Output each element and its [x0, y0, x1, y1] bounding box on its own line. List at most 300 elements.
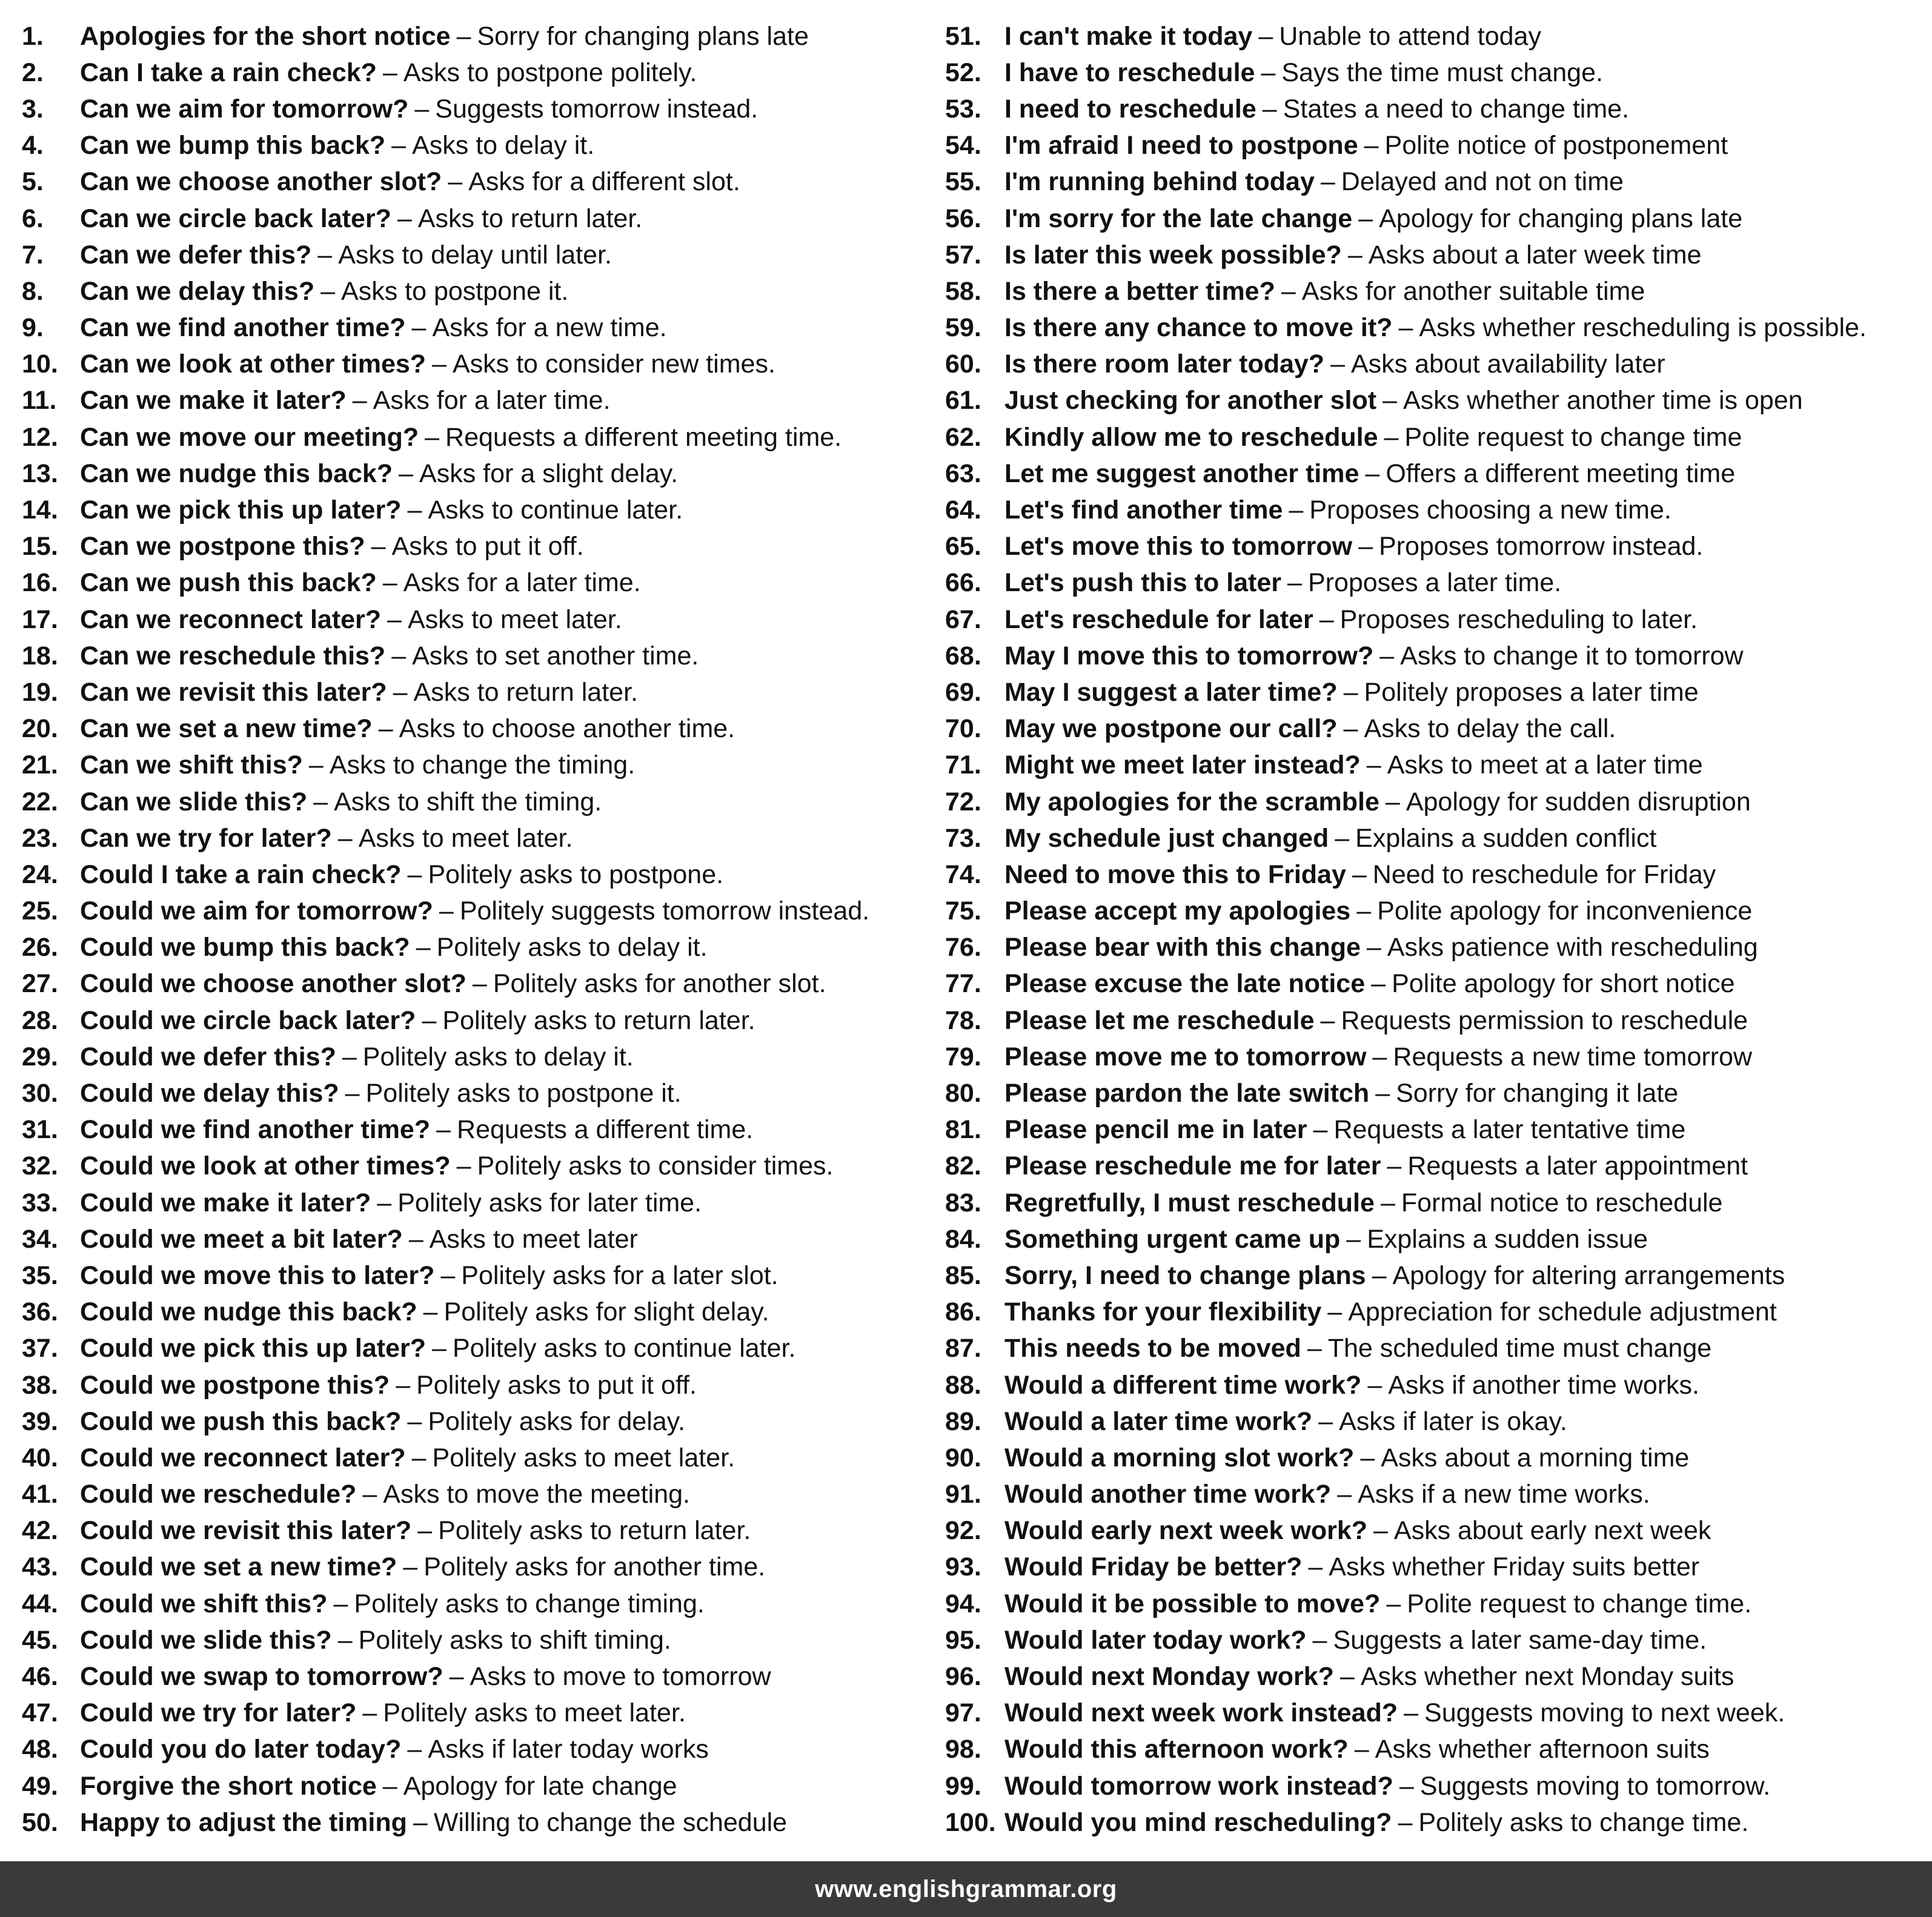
item-separator: – — [1307, 1334, 1322, 1363]
item-number: 80. — [945, 1079, 981, 1108]
item-separator: – — [1320, 1005, 1335, 1035]
item-separator: – — [1385, 787, 1400, 816]
item-number: 83. — [945, 1188, 981, 1217]
item-description: Delayed and not on time — [1341, 167, 1624, 197]
item-phrase: My apologies for the scramble — [1004, 787, 1379, 816]
item-phrase: Regretfully, I must reschedule — [1004, 1188, 1375, 1217]
item-number: 66. — [945, 568, 981, 598]
list-item — [22, 1804, 925, 1841]
list-item — [945, 455, 1920, 492]
item-separator: – — [1360, 1443, 1375, 1472]
list-item — [945, 1732, 1920, 1768]
item-phrase: Could we pick this up later? — [80, 1334, 427, 1363]
item-phrase: Sorry, I need to change plans — [1004, 1260, 1366, 1290]
item-description: Sorry for changing it late — [1396, 1079, 1679, 1108]
item-separator: – — [337, 823, 353, 853]
list-item — [945, 55, 1920, 91]
list-item — [22, 1148, 925, 1185]
item-phrase: Can we move our meeting? — [80, 422, 419, 452]
item-separator: – — [1366, 750, 1381, 780]
item-separator: – — [407, 1735, 422, 1764]
item-phrase: Can we bump this back? — [80, 131, 386, 161]
item-number: 49. — [22, 1771, 58, 1801]
item-number: 3. — [22, 94, 44, 124]
list-item — [945, 91, 1920, 127]
list-item — [945, 346, 1920, 383]
list-item — [22, 492, 925, 528]
list-item — [22, 419, 925, 455]
item-separator: – — [1399, 1771, 1414, 1801]
item-separator: – — [432, 349, 446, 379]
item-separator: – — [416, 933, 431, 962]
item-phrase: Would tomorrow work instead? — [1004, 1771, 1393, 1801]
list-item — [22, 529, 925, 565]
item-number: 16. — [22, 568, 58, 598]
item-separator: – — [1258, 21, 1273, 51]
item-phrase: Can we find another time? — [80, 313, 406, 343]
list-item — [945, 1148, 1920, 1185]
list-item — [945, 492, 1920, 528]
item-phrase: May I move this to tomorrow? — [1004, 641, 1374, 670]
item-number: 98. — [945, 1735, 981, 1764]
item-description: Proposes a later time. — [1307, 568, 1562, 598]
item-number: 12. — [22, 422, 58, 452]
list-item — [22, 1039, 925, 1075]
item-number: 93. — [945, 1552, 981, 1582]
item-phrase: Can we defer this? — [80, 240, 312, 270]
item-description: Polite apology for inconvenience — [1377, 896, 1753, 926]
list-item — [945, 565, 1920, 601]
item-phrase: Could you do later today? — [80, 1735, 402, 1764]
item-separator: – — [1289, 495, 1304, 525]
list-item — [945, 1549, 1920, 1586]
item-description: Asks to shift the timing. — [334, 787, 602, 816]
list-item — [22, 1367, 925, 1403]
item-number: 30. — [22, 1079, 58, 1108]
item-phrase: Please excuse the late notice — [1004, 969, 1366, 999]
item-description: Asks about early next week — [1393, 1516, 1711, 1546]
item-phrase: Can we look at other times? — [80, 349, 427, 379]
list-item — [22, 1185, 925, 1221]
item-separator: – — [1281, 276, 1296, 306]
item-description: Politely asks to delay it. — [362, 1042, 634, 1071]
item-phrase: Would later today work? — [1004, 1625, 1307, 1655]
list-item — [945, 1367, 1920, 1403]
item-separator: – — [1318, 1406, 1333, 1436]
item-phrase: Could we delay this? — [80, 1079, 339, 1108]
item-number: 99. — [945, 1771, 981, 1801]
item-phrase: Would next week work instead? — [1004, 1698, 1398, 1728]
item-description: The scheduled time must change — [1327, 1334, 1712, 1363]
item-separator: – — [417, 1516, 433, 1546]
list-item — [22, 856, 925, 893]
item-separator: – — [1371, 969, 1386, 999]
item-phrase: Can I take a rain check? — [80, 58, 377, 87]
item-description: Asks if a new time works. — [1358, 1480, 1650, 1509]
item-description: Polite apology for short notice — [1392, 969, 1735, 999]
item-description: Proposes tomorrow instead. — [1378, 532, 1704, 561]
item-description: Asks for another suitable time — [1301, 276, 1645, 306]
list-item — [945, 1658, 1920, 1695]
item-phrase: Would another time work? — [1004, 1480, 1332, 1509]
list-item — [22, 1075, 925, 1111]
item-separator: – — [1367, 1370, 1383, 1400]
list-item — [945, 1257, 1920, 1294]
item-number: 86. — [945, 1297, 981, 1327]
item-description: Asks to change the timing. — [329, 750, 636, 780]
item-description: Asks for a new time. — [432, 313, 667, 343]
item-description: Asks whether rescheduling is possible. — [1419, 313, 1867, 343]
item-phrase: Could we reschedule? — [80, 1480, 357, 1509]
item-phrase: Is there any chance to move it? — [1004, 313, 1393, 343]
item-description: Asks about availability later — [1351, 349, 1665, 379]
item-phrase: Might we meet later instead? — [1004, 750, 1361, 780]
list-item — [22, 1294, 925, 1331]
item-description: Requests a later tentative time — [1333, 1115, 1686, 1145]
item-description: Politely asks for slight delay. — [443, 1297, 769, 1327]
item-description: Politely asks for a later slot. — [461, 1260, 778, 1290]
list-item — [945, 674, 1920, 710]
list-item — [22, 91, 925, 127]
item-number: 92. — [945, 1516, 981, 1546]
item-separator: – — [1358, 532, 1373, 561]
item-number: 74. — [945, 859, 981, 889]
list-item — [945, 856, 1920, 893]
item-number: 5. — [22, 167, 44, 197]
item-phrase: Could we push this back? — [80, 1406, 402, 1436]
item-number: 70. — [945, 714, 981, 744]
item-description: Requests a different time. — [457, 1115, 754, 1145]
item-number: 91. — [945, 1480, 981, 1509]
footer-website-link[interactable]: www.englishgrammar.org — [815, 1875, 1117, 1902]
item-description: Asks to delay the call. — [1364, 714, 1616, 744]
list-item — [22, 930, 925, 966]
item-separator: – — [345, 1079, 360, 1108]
item-phrase: Can we revisit this later? — [80, 677, 387, 707]
item-phrase: Can we reschedule this? — [80, 641, 386, 670]
item-number: 40. — [22, 1443, 58, 1472]
item-separator: – — [403, 1552, 418, 1582]
item-phrase: Can we pick this up later? — [80, 495, 402, 525]
list-item — [22, 1658, 925, 1695]
item-number: 55. — [945, 167, 981, 197]
item-phrase: Let's move this to tomorrow — [1004, 532, 1353, 561]
item-description: Politely asks to continue later. — [452, 1334, 796, 1363]
item-number: 1. — [22, 21, 44, 51]
list-item — [22, 310, 925, 346]
item-number: 96. — [945, 1662, 981, 1692]
item-phrase: Forgive the short notice — [80, 1771, 377, 1801]
item-separator: – — [1287, 568, 1302, 598]
phrase-list-column-left — [22, 18, 925, 1841]
list-item — [945, 237, 1920, 273]
item-separator: – — [1337, 1480, 1352, 1509]
list-item — [22, 711, 925, 747]
list-item — [22, 638, 925, 674]
item-number: 95. — [945, 1625, 981, 1655]
item-phrase: Could we bump this back? — [80, 933, 410, 962]
list-item — [945, 1294, 1920, 1331]
item-phrase: Would a different time work? — [1004, 1370, 1362, 1400]
list-item — [945, 966, 1920, 1002]
item-description: Requests a later appointment — [1407, 1151, 1748, 1181]
list-item — [22, 346, 925, 383]
item-description: Asks to delay until later. — [338, 240, 612, 270]
item-number: 85. — [945, 1260, 981, 1290]
item-number: 19. — [22, 677, 58, 707]
item-phrase: Could I take a rain check? — [80, 859, 402, 889]
item-description: Explains a sudden conflict — [1355, 823, 1657, 853]
item-number: 60. — [945, 349, 981, 379]
item-description: Asks to move to tomorrow — [470, 1662, 771, 1692]
item-description: Need to reschedule for Friday — [1372, 859, 1716, 889]
item-description: Requests a new time tomorrow — [1393, 1042, 1753, 1071]
item-phrase: Can we reconnect later? — [80, 604, 382, 634]
item-number: 87. — [945, 1334, 981, 1363]
item-number: 56. — [945, 204, 981, 233]
item-separator: – — [1379, 641, 1395, 670]
item-separator: – — [411, 313, 427, 343]
item-phrase: Could we look at other times? — [80, 1151, 451, 1181]
item-separator: – — [1375, 1079, 1390, 1108]
list-item — [945, 419, 1920, 455]
item-phrase: Is later this week possible? — [1004, 240, 1342, 270]
item-number: 35. — [22, 1260, 58, 1290]
item-phrase: Can we choose another slot? — [80, 167, 442, 197]
item-number: 72. — [945, 787, 981, 816]
item-number: 69. — [945, 677, 981, 707]
item-description: Asks patience with rescheduling — [1387, 933, 1758, 962]
item-description: Says the time must change. — [1281, 58, 1603, 87]
item-phrase: Is there a better time? — [1004, 276, 1275, 306]
item-separator: – — [407, 859, 422, 889]
list-item — [22, 128, 925, 164]
item-description: Politely asks to return later. — [438, 1516, 751, 1546]
item-description: Explains a sudden issue — [1367, 1224, 1648, 1254]
item-number: 73. — [945, 823, 981, 853]
item-separator: – — [397, 204, 412, 233]
item-phrase: Could we set a new time? — [80, 1552, 397, 1582]
item-number: 10. — [22, 349, 58, 379]
item-number: 2. — [22, 58, 44, 87]
item-phrase: Let's push this to later — [1004, 568, 1282, 598]
item-phrase: Can we circle back later? — [80, 204, 391, 233]
item-number: 18. — [22, 641, 58, 670]
item-description: Politely asks for another slot. — [493, 969, 826, 999]
item-phrase: Can we set a new time? — [80, 714, 373, 744]
item-separator: – — [308, 750, 324, 780]
item-description: Asks to set another time. — [412, 641, 699, 670]
list-item — [22, 1002, 925, 1039]
item-description: Suggests moving to tomorrow. — [1419, 1771, 1771, 1801]
list-item — [945, 273, 1920, 310]
list-item — [22, 1331, 925, 1367]
list-item — [22, 164, 925, 200]
item-separator: – — [362, 1480, 377, 1509]
item-description: Apology for late change — [403, 1771, 677, 1801]
list-item — [22, 1257, 925, 1294]
list-item — [22, 1586, 925, 1622]
item-phrase: Need to move this to Friday — [1004, 859, 1346, 889]
item-separator: – — [378, 714, 393, 744]
item-separator: – — [1313, 1115, 1328, 1145]
list-item — [945, 1039, 1920, 1075]
item-description: Sorry for changing plans late — [477, 21, 809, 51]
list-item — [22, 1549, 925, 1586]
list-item — [22, 200, 925, 237]
item-number: 36. — [22, 1297, 58, 1327]
list-item — [22, 455, 925, 492]
list-item — [945, 128, 1920, 164]
item-phrase: Could we circle back later? — [80, 1005, 416, 1035]
item-separator: – — [1358, 204, 1373, 233]
item-phrase: Would a morning slot work? — [1004, 1443, 1355, 1472]
item-separator: – — [396, 1370, 411, 1400]
list-item — [945, 1622, 1920, 1658]
item-phrase: Could we reconnect later? — [80, 1443, 406, 1472]
item-number: 90. — [945, 1443, 981, 1472]
list-item — [945, 383, 1920, 419]
item-separator: – — [1387, 1151, 1402, 1181]
item-description: Politely asks to consider times. — [477, 1151, 834, 1181]
item-number: 15. — [22, 532, 58, 561]
item-separator: – — [1261, 58, 1276, 87]
item-description: Politely asks to put it off. — [416, 1370, 697, 1400]
item-separator: – — [1384, 422, 1399, 452]
item-description: Asks for a later time. — [373, 386, 611, 416]
item-separator: – — [1386, 1589, 1401, 1618]
item-phrase: Happy to adjust the timing — [80, 1807, 407, 1837]
item-description: Asks for a later time. — [403, 568, 641, 598]
item-phrase: Just checking for another slot — [1004, 386, 1377, 416]
item-separator: – — [432, 1334, 446, 1363]
item-phrase: Can we make it later? — [80, 386, 347, 416]
list-item — [22, 1112, 925, 1148]
list-item — [945, 820, 1920, 856]
item-description: Asks about a morning time — [1381, 1443, 1690, 1472]
list-item — [945, 1112, 1920, 1148]
item-number: 50. — [22, 1807, 58, 1837]
item-phrase: Let me suggest another time — [1004, 459, 1359, 488]
item-number: 100. — [945, 1807, 996, 1837]
item-description: Proposes rescheduling to later. — [1339, 604, 1698, 634]
item-description: Asks to consider new times. — [452, 349, 775, 379]
list-item — [22, 747, 925, 784]
list-item — [945, 893, 1920, 930]
item-phrase: Can we delay this? — [80, 276, 315, 306]
item-separator: – — [391, 641, 407, 670]
item-number: 58. — [945, 276, 981, 306]
list-item — [22, 784, 925, 820]
item-phrase: Would early next week work? — [1004, 1516, 1367, 1546]
item-separator: – — [1356, 896, 1372, 926]
item-number: 32. — [22, 1151, 58, 1181]
item-separator: – — [399, 459, 414, 488]
item-number: 81. — [945, 1115, 981, 1145]
item-separator: – — [337, 1625, 353, 1655]
item-separator: – — [413, 1807, 428, 1837]
item-description: Appreciation for schedule adjustment — [1348, 1297, 1777, 1327]
item-phrase: Please move me to tomorrow — [1004, 1042, 1367, 1071]
item-number: 51. — [945, 21, 981, 51]
item-description: Unable to attend today — [1279, 21, 1541, 51]
item-phrase: May we postpone our call? — [1004, 714, 1338, 744]
item-phrase: Could we postpone this? — [80, 1370, 390, 1400]
item-number: 48. — [22, 1735, 58, 1764]
item-separator: – — [391, 131, 407, 161]
item-phrase: Can we try for later? — [80, 823, 332, 853]
item-separator: – — [423, 1297, 438, 1327]
item-separator: – — [456, 1151, 471, 1181]
item-description: Politely asks to shift timing. — [358, 1625, 671, 1655]
item-description: Asks about a later week time — [1368, 240, 1702, 270]
item-description: Politely suggests tomorrow instead. — [459, 896, 870, 926]
item-phrase: Could we aim for tomorrow? — [80, 896, 433, 926]
list-item — [22, 820, 925, 856]
item-number: 52. — [945, 58, 981, 87]
item-number: 94. — [945, 1589, 981, 1618]
item-phrase: I have to reschedule — [1004, 58, 1255, 87]
item-phrase: Is there room later today? — [1004, 349, 1325, 379]
list-item — [945, 747, 1920, 784]
item-number: 41. — [22, 1480, 58, 1509]
item-separator: – — [472, 969, 487, 999]
item-separator: – — [1364, 131, 1379, 161]
item-number: 43. — [22, 1552, 58, 1582]
list-item — [945, 1586, 1920, 1622]
item-description: Asks to postpone it. — [341, 276, 569, 306]
item-separator: – — [1373, 1516, 1388, 1546]
item-description: Politely asks to postpone. — [428, 859, 724, 889]
item-description: Asks to meet later. — [358, 823, 573, 853]
item-description: Politely asks to meet later. — [432, 1443, 735, 1472]
item-description: Requests permission to reschedule — [1341, 1005, 1748, 1035]
list-item — [945, 200, 1920, 237]
item-separator: – — [371, 532, 386, 561]
item-number: 8. — [22, 276, 44, 306]
item-phrase: I'm running behind today — [1004, 167, 1315, 197]
item-description: Asks for a different slot. — [468, 167, 740, 197]
list-item — [945, 1513, 1920, 1549]
list-item — [945, 638, 1920, 674]
item-separator: – — [1343, 714, 1358, 744]
list-item — [945, 1695, 1920, 1732]
item-separator: – — [377, 1188, 392, 1217]
list-item — [945, 1440, 1920, 1476]
item-number: 89. — [945, 1406, 981, 1436]
list-item — [22, 237, 925, 273]
item-separator: – — [1398, 1807, 1413, 1837]
item-phrase: Could we try for later? — [80, 1698, 357, 1728]
item-description: Suggests a later same-day time. — [1333, 1625, 1707, 1655]
item-phrase: Please bear with this change — [1004, 933, 1361, 962]
item-description: Asks if later is okay. — [1339, 1406, 1567, 1436]
item-separator: – — [1330, 349, 1345, 379]
item-description: Asks if later today works — [428, 1735, 709, 1764]
list-item — [945, 18, 1920, 55]
item-separator: – — [1327, 1297, 1343, 1327]
item-number: 26. — [22, 933, 58, 962]
list-item — [22, 1622, 925, 1658]
item-number: 76. — [945, 933, 981, 962]
item-number: 33. — [22, 1188, 58, 1217]
list-item — [945, 930, 1920, 966]
item-phrase: Can we slide this? — [80, 787, 308, 816]
item-description: Polite notice of postponement — [1384, 131, 1728, 161]
list-item — [945, 529, 1920, 565]
item-description: Formal notice to reschedule — [1401, 1188, 1723, 1217]
item-number: 14. — [22, 495, 58, 525]
